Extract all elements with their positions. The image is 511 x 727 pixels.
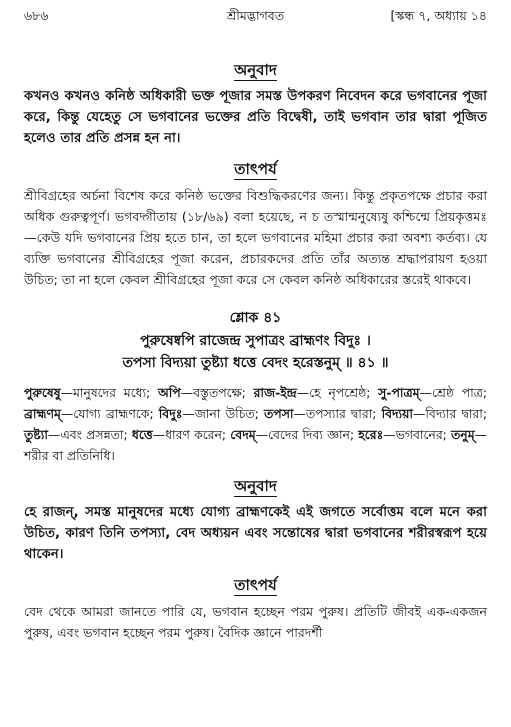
verse-line-2: তপসা বিদ্যয়া তুষ্ট্যা ধত্তে বেদং হরেস্তনুম্ ॥ ৪১ ॥ — [122, 355, 389, 371]
synonym-meaning: মানুষদের মধ্যে; — [72, 385, 151, 400]
purport-heading-2: তাৎপর্য — [234, 576, 277, 594]
translation-text: কখনও কখনও কনিষ্ঠ অধিকারী ভক্ত পূজার সমস্ত উপকরণ নিবেদন করে ভগবানের পূজা করে, কিন্তু যেহেতু সে ভগবানের ভক্তের প্রতি বিদ্বেষী, তাই ভগবান তার দ্বারা পূজিত হলেও তার প্রতি প্রসন্ন হন না। — [24, 89, 487, 146]
synonym-meaning: ধারণ করেন; — [165, 427, 227, 442]
synonym-word: রাজ-ইন্দ্র — [253, 385, 297, 400]
synonym-meaning: ভগবানের; — [395, 427, 447, 442]
verse-number: শ্লোক ৪১ — [229, 310, 282, 326]
running-header — [24, 8, 487, 28]
synonym-word: অপি — [158, 385, 181, 400]
synonym-word: তনুম্ — [451, 427, 475, 442]
synonym-meaning: যোগ্য ব্রাহ্মণকে; — [73, 406, 154, 421]
synonym-word: সু-পাত্রম্ — [378, 385, 420, 400]
translation-heading-2: অনুবাদ — [234, 477, 277, 495]
translation-text-2: হে রাজন্, সমস্ত মানুষদের মধ্যে যোগ্য ব্রাহ্মণকেই এই জগতে সর্বোত্তম বলে মনে করা উচিত, কারণ তিনি তপস্যা, বেদ অধ্যয়ন এবং সন্তোষের দ্বারা ভগবানের শরীরস্বরূপ হয়ে থাকেন। — [24, 505, 487, 562]
word-meanings: পুরুষেষু—মানুষদের মধ্যে; অপি—বস্তুতপক্ষে; রাজ-ইন্দ্র—হে নৃপশ্রেষ্ঠ; সু-পাত্রম্—শ্রেষ্ঠ পাত্র; ব্রাহ্মণম্—যোগ্য ব্রাহ্মণকে; বিদুঃ—জানা উচিত; তপসা—তপস্যার দ্বারা; বিদ্যয়া—বিদ্যার দ্বারা; তুষ্ট্যা—এবং প্রসন্নতা; ধত্তে—ধারণ করেন; বেদম্—বেদের দিব্য জ্ঞান; হরেঃ—ভগবানের; তনুম্—শরীর বা প্রতিনিধি। — [24, 385, 488, 463]
verse-line-1: পুরুষেষ্বপি রাজেন্দ্র সুপাত্রং ব্রাহ্মণং বিদুঃ । — [140, 333, 371, 349]
synonym-meaning: তপস্যার দ্বারা; — [305, 406, 377, 421]
synonym-word: বিদুঃ — [158, 406, 183, 421]
synonym-meaning: জানা উচিত; — [194, 406, 259, 421]
synonym-meaning: হে নৃপশ্রেষ্ঠ; — [309, 385, 371, 400]
synonym-meaning: এবং প্রসন্নতা; — [60, 427, 128, 442]
synonym-word: ব্রাহ্মণম্ — [24, 406, 61, 421]
purport-text: শ্রীবিগ্রহের অর্চনা বিশেষ করে কনিষ্ঠ ভক্তের বিশুদ্ধিকরণের জন্য। কিন্তু প্রকৃতপক্ষে প্রচার করা অধিক গুরুত্বপূর্ণ। ভগবদ্গীতায় (১৮/৬৯) বলা হয়েছে, ন চ তস্মান্মনুষ্যেষু কশ্চিন্মে প্রিয়কৃত্তমঃ—কেউ যদি ভগবানের প্রিয় হতে চান, তা হলে ভগবানের মহিমা প্রচার করা অবশ্য কর্তব্য। যে ব্যক্তি ভগবানের শ্রীবিগ্রহের পূজা করেন, প্রচারকদের প্রতি তাঁর অত্যন্ত শ্রদ্ধাপরায়ণ হওয়া উচিত; তা না হলে কেবল শ্রীবিগ্রহের পূজা করে সে কেবল কনিষ্ঠ অধিকারের স্তরেই থাকবে। — [24, 188, 487, 287]
synonym-meaning: শ্রেষ্ঠ পাত্র; — [431, 385, 488, 400]
synonym-word: তুষ্ট্যা — [24, 427, 48, 442]
purport-text-2: বেদ থেকে আমরা জানতে পারি যে, ভগবান হচ্ছেন পরম পুরুষ। প্রতিটি জীবই এক-একজন পুরুষ, এবং ভগবান হচ্ছেন পরম পুরুষ। বৈদিক জ্ঞানে পারদর্শী — [24, 604, 487, 640]
synonym-meaning: বস্তুতপক্ষে; — [193, 385, 246, 400]
page-content — [24, 60, 487, 653]
book-title: শ্রীমদ্ভাগবত — [226, 8, 285, 23]
synonym-meaning: বিদ্যার দ্বারা; — [425, 406, 487, 421]
purport-heading: তাৎপর্য — [234, 160, 277, 178]
synonym-word: হরেঃ — [358, 427, 384, 442]
page-number: ৬৮৬ — [24, 8, 49, 23]
synonym-meaning: বেদের দিব্য জ্ঞান; — [268, 427, 355, 442]
synonym-word: ধত্তে — [131, 427, 153, 442]
synonym-word: তপসা — [263, 406, 294, 421]
chapter-reference: [স্কন্ধ ৭, অধ্যায় ১৪ — [390, 8, 487, 23]
synonym-word: বেদম্ — [230, 427, 256, 442]
translation-heading: অনুবাদ — [234, 61, 277, 79]
synonym-word: বিদ্যয়া — [381, 406, 413, 421]
synonym-meaning: শরীর বা প্রতিনিধি। — [24, 448, 115, 463]
synonym-word: পুরুষেষু — [24, 385, 61, 400]
